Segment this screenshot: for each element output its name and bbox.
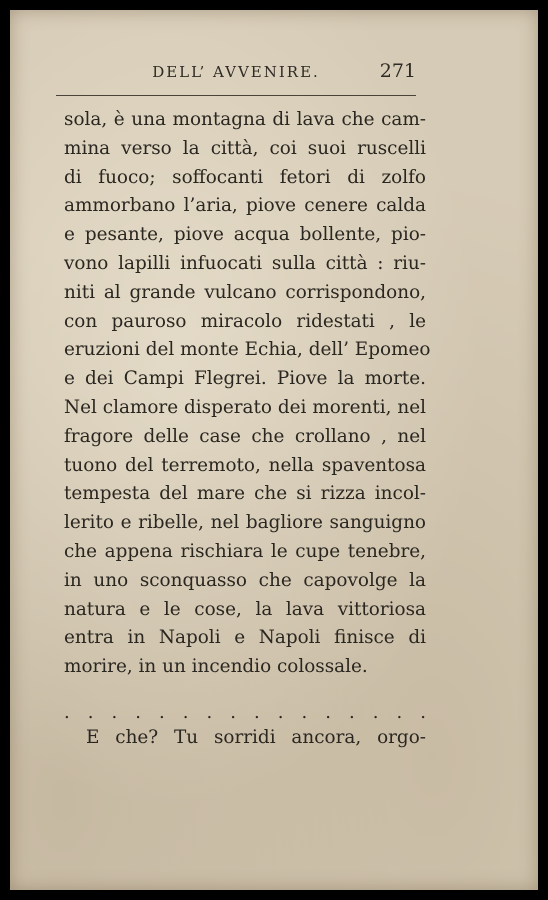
text-line: di fuoco; soffocanti fetori di zolfo [64, 166, 426, 188]
text-line: tuono del terremoto, nella spaventosa [64, 454, 426, 476]
text-line: fragore delle case che crollano , nel [64, 425, 426, 447]
separator-dot: . [206, 702, 213, 723]
section-separator [64, 702, 426, 723]
text-line: tempesta del mare che si rizza incol- [64, 483, 426, 505]
text-line: in uno sconquasso che capovolge la [64, 569, 426, 591]
text-line: lerito e ribelle, nel bagliore sanguigno [64, 512, 426, 534]
book-page [10, 10, 538, 890]
text-line: sola, è una montagna di lava che cam- [64, 109, 426, 130]
text-line: entra in Napoli e Napoli finisce di [64, 627, 426, 649]
new-paragraph-line: E che? Tu sorridi ancora, orgo- [86, 727, 426, 748]
text-line: Nel clamore disperato dei morenti, nel [64, 396, 426, 418]
page-header [56, 60, 416, 86]
text-line: mina verso la città, coi suoi ruscelli [64, 137, 426, 159]
separator-dot: . [325, 702, 331, 723]
separator-dot: . [111, 702, 118, 723]
separator-dot: . [230, 702, 236, 723]
page-number: 271 [379, 60, 416, 82]
text-line: vono lapilli infuocati sulla città : riu- [64, 252, 426, 274]
text-line: e pesante, piove acqua bollente, pio- [64, 224, 426, 246]
text-line: niti al grande vulcano corrispondono, [64, 281, 426, 303]
running-title: DELL’ AVVENIRE. [152, 63, 320, 81]
separator-dot: . [135, 702, 141, 723]
separator-dot: . [159, 702, 165, 723]
header-rule [56, 95, 416, 96]
text-line: morire, in un incendio colossale. [64, 656, 368, 678]
text-line: con pauroso miracolo ridestati , le [64, 310, 426, 332]
text-line: e dei Campi Flegrei. Piove la morte. [64, 368, 426, 390]
separator-dot: . [349, 702, 355, 723]
text-line: natura e le cose, la lava vittoriosa [64, 598, 426, 620]
separator-dot: . [87, 702, 94, 723]
separator-dot: . [64, 702, 70, 723]
separator-dot: . [396, 702, 403, 723]
separator-dot: . [301, 702, 308, 723]
body-text [64, 106, 431, 682]
separator-dot: . [182, 702, 189, 723]
separator-dot: . [420, 702, 426, 723]
separator-dot: . [372, 702, 379, 723]
text-line: ammorbano l’aria, piove cenere calda [64, 195, 426, 217]
text-line: eruzioni del monte Echia, dell’ Epomeo [64, 339, 431, 361]
text-line: che appena rischiara le cupe tenebre, [64, 540, 426, 562]
separator-dot: . [254, 702, 260, 723]
separator-dot: . [277, 702, 284, 723]
